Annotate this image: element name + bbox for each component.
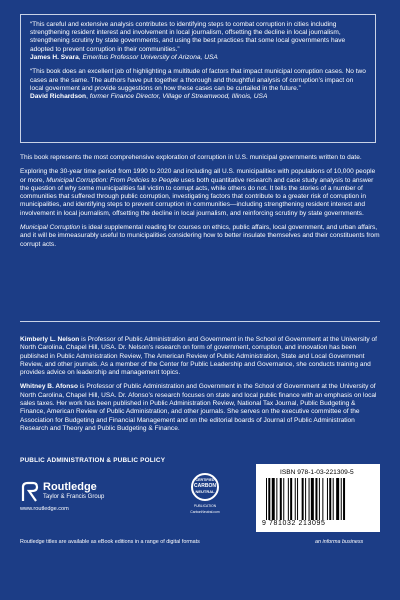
description-paragraph: This book represents the most comprehensive exploration of corruption in U.S. municipal governments written to date. <box>20 154 362 161</box>
barcode-icon <box>266 478 370 520</box>
book-title: Municipal Corruption: From Policies to People <box>46 176 180 184</box>
reviews-box <box>20 14 376 143</box>
author-bio <box>20 383 380 433</box>
publisher-logo <box>20 481 140 519</box>
divider <box>20 321 380 322</box>
author-bios <box>20 336 380 439</box>
book-title: Municipal Corruption <box>20 224 81 232</box>
routledge-logo-icon <box>20 481 40 503</box>
publisher-name: Routledge <box>43 481 97 493</box>
author-name: Whitney B. Afonso <box>20 383 78 391</box>
badge-main-text-2: NEUTRAL <box>195 489 215 494</box>
author-bio <box>20 336 380 377</box>
badge-main-text: CARBON <box>194 483 216 489</box>
barcode-number: 9 781032 213095 <box>262 520 326 527</box>
review-attribution: David Richardson, former Finance Director, Village of Streamwood, Illinois, USA <box>30 93 268 101</box>
description-paragraph <box>20 224 380 249</box>
reviewer-affiliation: former Finance Director, Village of Streamwood, Illinois, USA <box>89 93 268 101</box>
description-text: uses both quantitative research and case study analysis to answer the question of why some municipalities fall victim to corrupt acts, while others do not. It tells the stories of a number of communities that suffered through public corruption, investigating factors that contribute to a greater risk of corruption in municipalities, and identifying steps to prevent corruption in communities—including strengthening resident interest and involvement in local journalism, offsetting the decline in local journalism, and reinforcing scrutiny by state governments. <box>20 176 374 217</box>
description-paragraph <box>20 168 380 218</box>
badge-sub-text: PUBLICATION <box>193 504 217 508</box>
footer-note: Routledge titles are available as eBook editions in a range of digital formats <box>20 539 200 545</box>
review-attribution: James H. Svara, Emeritus Professor University of Arizona, USA <box>30 53 218 61</box>
isbn-barcode <box>256 464 380 532</box>
publisher-url: www.routledge.com <box>20 506 69 512</box>
reviewer-affiliation: Emeritus Professor University of Arizona, USA <box>82 53 218 61</box>
carbon-neutral-badge <box>188 473 224 517</box>
reviewer-name: James H. Svara <box>30 53 79 61</box>
badge-url-text: CarbonNeutral.com <box>190 510 220 514</box>
author-bio-text: is Professor of Public Administration and Government in the School of Government at the University of North Carolina, Chapel Hill, USA. Dr. Nelson’s research on form of government, corruption, and innovation has been published in Public Administration Review, The American Review of Public Administration, State and Local Government Review, and other journals. As a member of the Center for Public Leadership and Governance, she conducts training and provides advice on leadership and management topics. <box>20 336 377 377</box>
isbn-label: ISBN 978-1-03-221309-5 <box>280 469 354 476</box>
reviewer-name: David Richardson <box>30 93 87 101</box>
review-quote: “This careful and extensive analysis contributes to identifying steps to combat corruption in cities including strengthening resident interest and involvement in local journalism, offsetting the decline in local journalism, strengthening scrutiny by state governments, and using the best practices that some local governments have adopted to prevent corruption in their communities.” <box>30 21 346 53</box>
description-text: Exploring the 30-year time period from 1990 to 2020 and including all U.S. municipalities with populations of 10,000 people or more, <box>20 168 376 184</box>
book-description <box>20 154 380 255</box>
description-text: is ideal supplemental reading for courses on ethics, public affairs, local government, and urban affairs, and it will be immeasurably useful to municipalities considering how to better insulate themselves and their constituents from corrupt acts. <box>20 224 380 248</box>
informa-tagline: an informa business <box>315 539 364 545</box>
review-quote: “This book does an excellent job of highlighting a multitude of factors that impact municipal corruption cases. No two cases are the same. The authors have put together a thorough and thoughtful analysis of corruption’s impact on local government and provide suggestions on how these cases can be curtailed in the future.” <box>30 68 366 92</box>
subject-category: PUBLIC ADMINISTRATION & PUBLIC POLICY <box>20 457 166 464</box>
author-name: Kimberly L. Nelson <box>20 336 80 343</box>
publisher-group: Taylor & Francis Group <box>43 494 105 500</box>
badge-top-text: CERTIFIED <box>195 478 215 482</box>
author-bio-text: is Professor of Public Administration and Government in the School of Government at the University of North Carolina, Chapel Hill, USA. Dr. Afonso’s research focuses on state and local public finance with an emphasis on local sales taxes. Her work has been published in Public Administration Review, National Tax Journal, Public Budgeting & Finance, American Review of Public Administration, and other journals. She serves on the executive committee of the Association for Budgeting and Financial Management and on the editorial boards of Journal of Public Administration Research and Theory and Public Budgeting & Finance. <box>20 383 377 432</box>
